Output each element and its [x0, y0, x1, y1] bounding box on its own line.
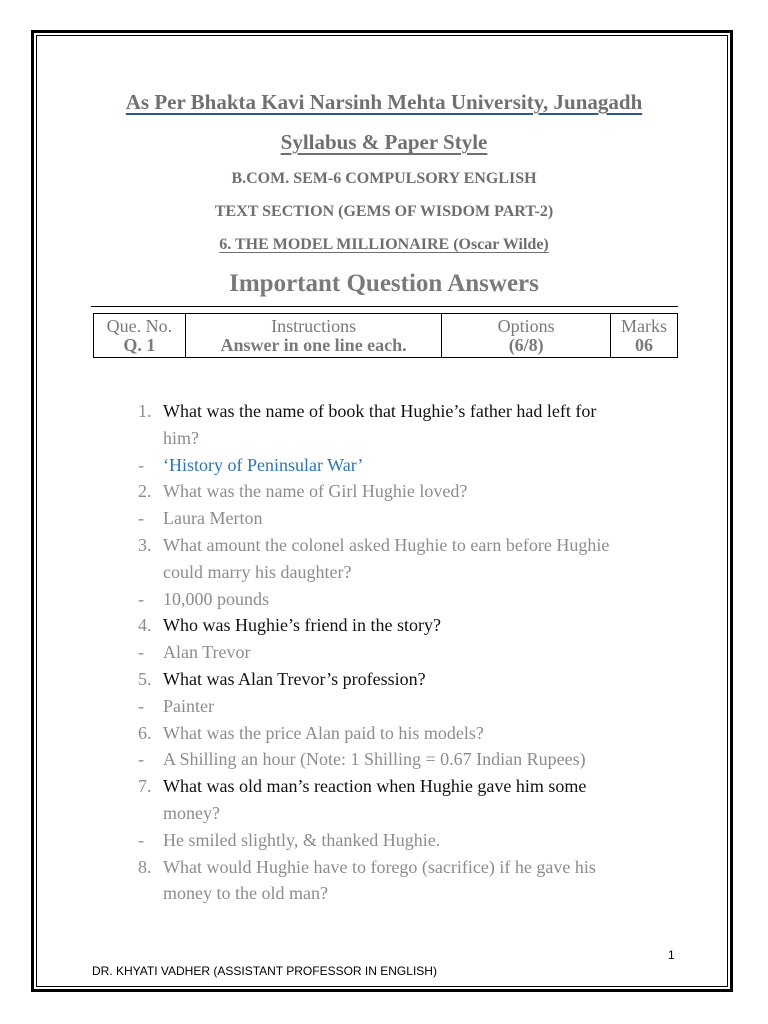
- question-7: [138, 773, 698, 827]
- question-number: 3.: [138, 534, 152, 555]
- question-number: 6.: [138, 722, 152, 743]
- header-options: Options: [497, 316, 555, 336]
- question-number: 4.: [138, 615, 152, 636]
- header-marks: Marks: [621, 316, 668, 336]
- value-options: (6/8): [508, 335, 544, 355]
- header-que-no: Que. No.: [106, 316, 173, 336]
- university-title: As Per Bhakta Kavi Narsinh Mehta University, Junagadh: [125, 90, 643, 114]
- heading-rule: [91, 306, 678, 307]
- question-4: [138, 612, 698, 639]
- question-text-continued: him?: [163, 427, 199, 448]
- answer-dash: -: [138, 695, 144, 716]
- question-text: What would Hughie have to forego (sacrifice) if he gave his: [163, 856, 596, 877]
- table-cell-instructions: [185, 314, 442, 358]
- question-list: [138, 398, 698, 907]
- page-number: 1: [668, 948, 675, 962]
- page-heading: Important Question Answers: [229, 270, 539, 297]
- value-instructions: Answer in one line each.: [220, 335, 407, 355]
- question-number: 8.: [138, 856, 152, 877]
- answer-text: Laura Merton: [163, 508, 263, 529]
- syllabus-title: Syllabus & Paper Style: [280, 130, 488, 154]
- question-info-table: [93, 313, 678, 358]
- value-que-no: Q. 1: [123, 335, 156, 355]
- answer-dash: -: [138, 829, 144, 850]
- footer-author: DR. KHYATI VADHER (ASSISTANT PROFESSOR IN ENGLISH): [92, 964, 437, 978]
- question-1: [138, 398, 698, 452]
- chapter-title: 6. THE MODEL MILLIONAIRE (Oscar Wilde): [219, 236, 549, 253]
- question-6: [138, 720, 698, 747]
- value-marks: 06: [635, 335, 654, 355]
- answer-text: 10,000 pounds: [163, 588, 270, 609]
- answer-text: Alan Trevor: [163, 642, 251, 663]
- answer-text: Painter: [163, 695, 214, 716]
- answer-7: [138, 827, 698, 854]
- answer-2: [138, 505, 698, 532]
- question-5: [138, 666, 698, 693]
- answer-1: [138, 452, 698, 479]
- answer-text: A Shilling an hour (Note: 1 Shilling = 0.67 Indian Rupees): [163, 749, 586, 770]
- question-text-continued: money to the old man?: [163, 883, 328, 904]
- question-number: 7.: [138, 776, 152, 797]
- header-instructions: Instructions: [271, 316, 357, 336]
- section-title: TEXT SECTION (GEMS OF WISDOM PART-2): [214, 203, 554, 220]
- question-number: 2.: [138, 481, 152, 502]
- question-text: What amount the colonel asked Hughie to earn before Hughie: [163, 534, 610, 555]
- question-text: What was Alan Trevor’s profession?: [163, 668, 426, 689]
- question-text: Who was Hughie’s friend in the story?: [163, 615, 441, 636]
- question-text: What was the price Alan paid to his models?: [163, 722, 484, 743]
- question-number: 5.: [138, 668, 152, 689]
- question-text: What was the name of book that Hughie’s father had left for: [163, 401, 597, 421]
- table-row: [94, 314, 678, 358]
- question-text: What was the name of Girl Hughie loved?: [163, 481, 468, 502]
- answer-dash: -: [138, 508, 144, 529]
- table-cell-marks: [611, 314, 678, 358]
- answer-text: He smiled slightly, & thanked Hughie.: [163, 829, 441, 850]
- answer-3: [138, 586, 698, 613]
- question-text-continued: money?: [163, 802, 220, 823]
- question-2: [138, 478, 698, 505]
- answer-4: [138, 639, 698, 666]
- answer-5: [138, 693, 698, 720]
- question-3: [138, 532, 698, 586]
- question-number: 1.: [138, 401, 152, 421]
- answer-dash: -: [138, 749, 144, 770]
- question-text-continued: could marry his daughter?: [163, 561, 352, 582]
- answer-6: [138, 746, 698, 773]
- table-cell-options: [442, 314, 611, 358]
- course-title: B.COM. SEM-6 COMPULSORY ENGLISH: [231, 170, 537, 187]
- answer-dash: -: [138, 642, 144, 663]
- answer-dash: -: [138, 454, 144, 475]
- question-text: What was old man’s reaction when Hughie gave him some: [163, 776, 587, 797]
- answer-text: ‘History of Peninsular War’: [163, 454, 364, 475]
- table-cell-que-no: [94, 314, 186, 358]
- question-8: [138, 854, 698, 908]
- answer-dash: -: [138, 588, 144, 609]
